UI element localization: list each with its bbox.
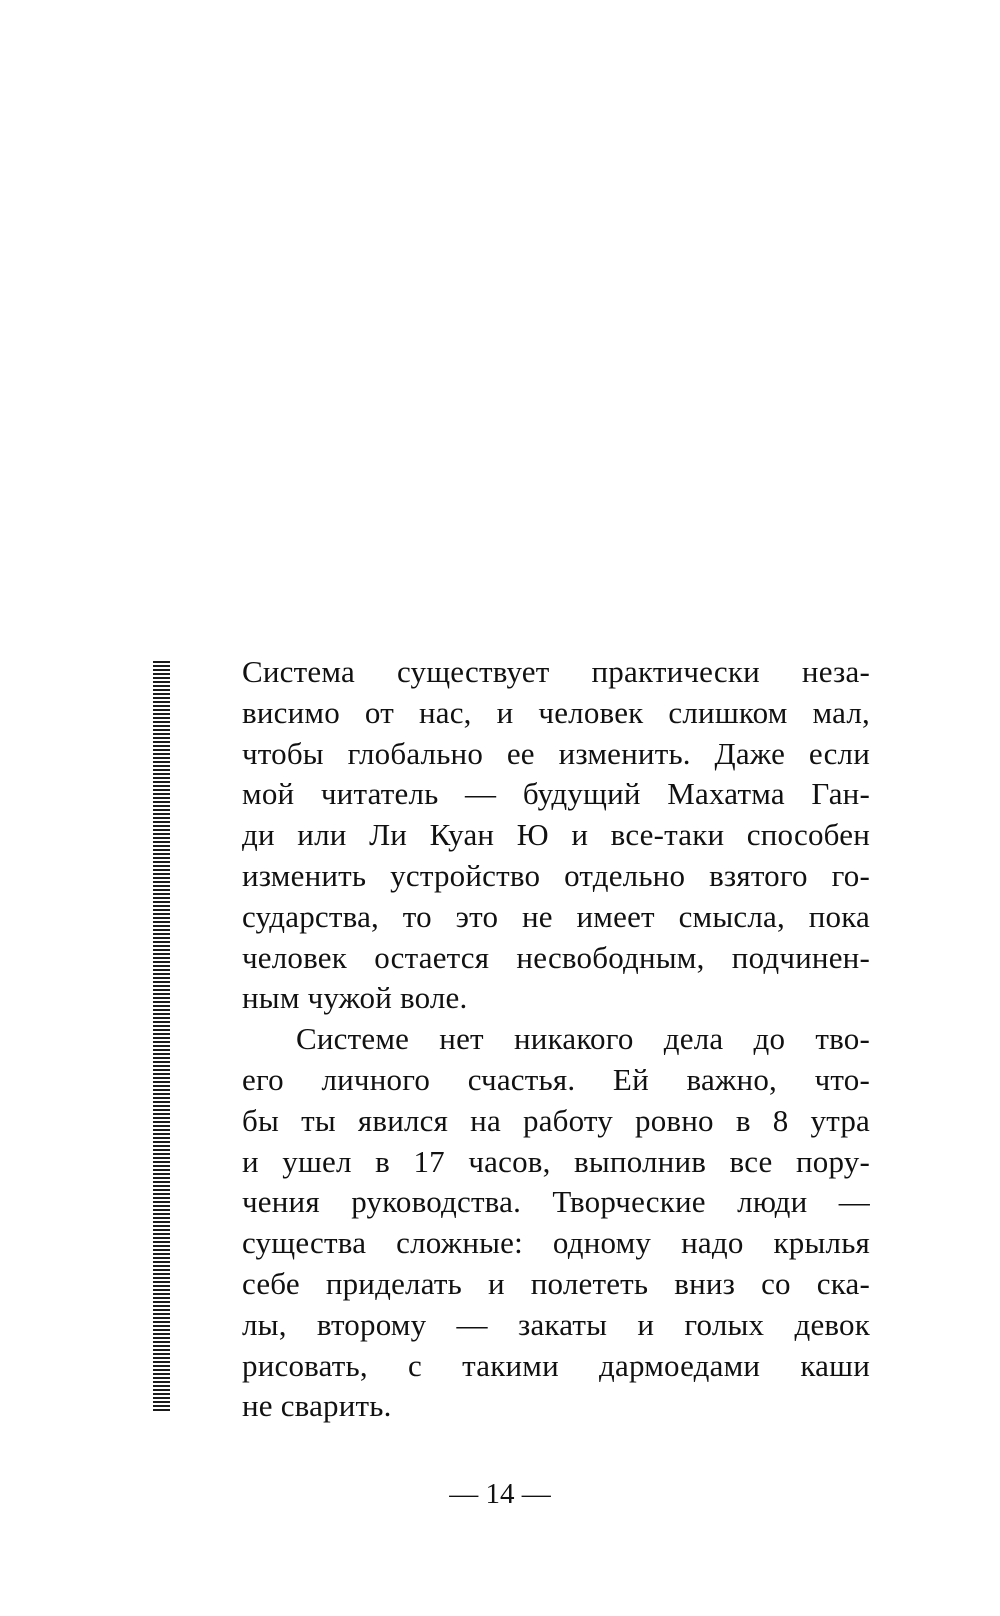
text-line: сударства, то это не имеет смысла, пока: [242, 898, 870, 934]
text-line: его личного счастья. Ей важно, что-: [242, 1061, 870, 1097]
text-line: лы, второму — закаты и голых девок: [242, 1306, 870, 1342]
text-line: себе приделать и полететь вниз со ска-: [242, 1265, 870, 1301]
text-line: чтобы глобально ее изменить. Даже если: [242, 735, 870, 771]
paragraph-1: [242, 652, 870, 1019]
text-line: не сварить.: [242, 1388, 392, 1424]
text-line: изменить устройство отдельно взятого го-: [242, 857, 870, 893]
side-decorative-rule: [153, 661, 170, 1411]
text-line: чения руководства. Творческие люди —: [242, 1184, 870, 1220]
page-number: — 14 —: [449, 1478, 551, 1510]
text-line: висимо от нас, и человек слишком мал,: [242, 694, 870, 730]
text-line: Системе нет никакого дела до тво-: [296, 1021, 870, 1057]
text-line: и ушел в 17 часов, выполнив все пору-: [242, 1143, 870, 1179]
paragraph-2: [242, 1019, 870, 1427]
body-text: [242, 652, 870, 1427]
text-line: Система существует практически неза-: [242, 654, 870, 689]
text-line: мой читатель — будущий Махатма Ган-: [242, 776, 870, 812]
text-line: существа сложные: одному надо крылья: [242, 1225, 870, 1261]
text-line: человек остается несвободным, подчинен-: [242, 939, 870, 975]
text-line: бы ты явился на работу ровно в 8 утра: [242, 1102, 870, 1138]
text-line: ди или Ли Куан Ю и все-таки способен: [242, 817, 870, 853]
text-line: рисовать, с такими дармоедами каши: [242, 1347, 870, 1383]
text-line: ным чужой воле.: [242, 980, 468, 1016]
